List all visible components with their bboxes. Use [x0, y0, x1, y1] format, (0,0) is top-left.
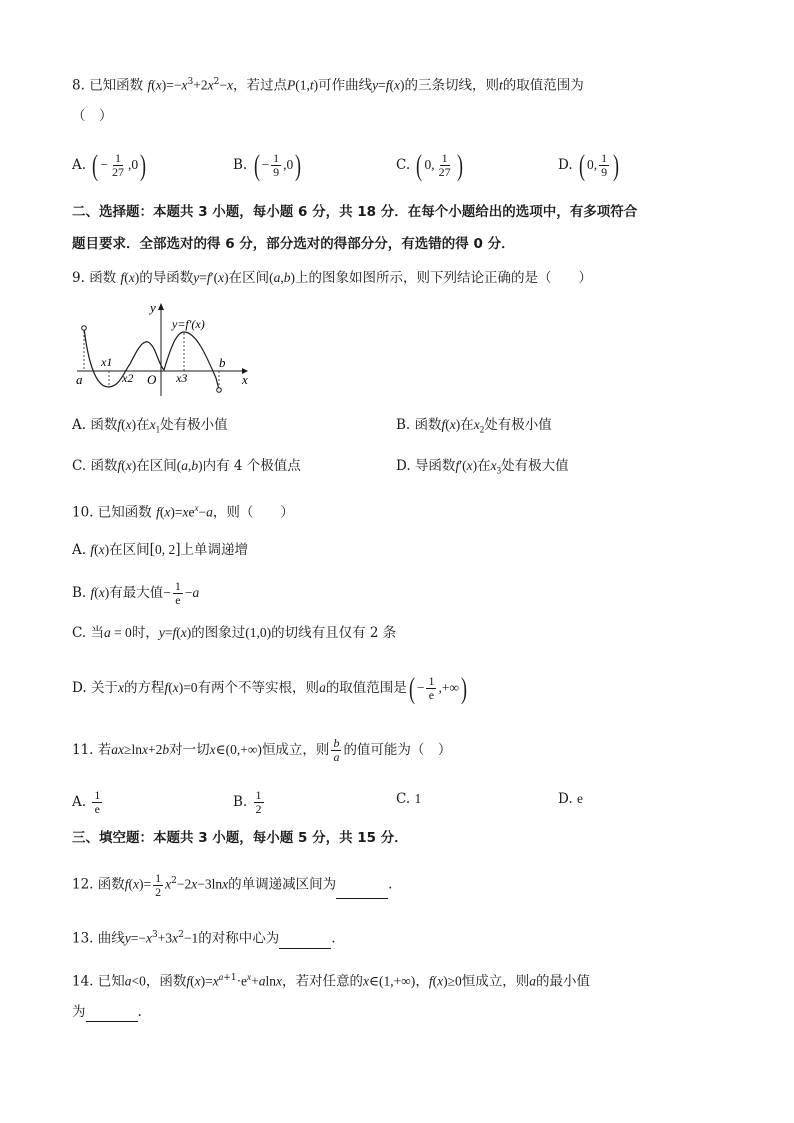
- section2-heading: 二、选择题：本题共 3 小题，每小题 6 分，共 18 分．在每个小题给出的选项中，有多项符合: [72, 204, 638, 220]
- q9-option-d[interactable]: D. 导函数f′(x)在$x_3$处有极大值: [396, 458, 569, 476]
- q14-stem-cont: 为 .: [72, 1004, 142, 1020]
- q11-option-b[interactable]: B. $\frac{1}{2}$: [233, 788, 262, 816]
- q14-answer-blank[interactable]: [86, 1007, 138, 1022]
- q11-stem: 11. 若ax≥lnx+2b对一切x∈(0,+∞)恒成立，则 $\frac{b}{a}$ 的值可能为（ ）: [72, 736, 452, 764]
- label-a: a: [76, 372, 83, 387]
- q13-answer-blank[interactable]: [279, 934, 331, 949]
- q10-option-b[interactable]: B. f(x)有最大值− $\frac{1}{e}$ −a: [72, 579, 200, 607]
- label-b: b: [219, 355, 226, 370]
- y-axis-arrow: [158, 303, 164, 310]
- q8-stem: 8. 已知函数 $f(x)=-x^3+2x^2-x$，若过点P(1,t)可作曲线y=f(x)的三条切线，则t的取值范围为: [72, 77, 584, 94]
- q9-stem: 9. 函数 f(x)的导函数y=f′(x)在区间(a,b)上的图象如图所示，则下列结论正确的是（ ）: [72, 270, 592, 286]
- q11-option-c[interactable]: C. 1: [396, 791, 422, 807]
- q11-option-a[interactable]: A. $\frac{1}{e}$: [72, 788, 101, 816]
- y-axis-label: y: [150, 300, 156, 315]
- derivative-graph: [72, 300, 252, 398]
- q12-answer-blank[interactable]: [336, 884, 388, 899]
- q9-option-a[interactable]: A. 函数f(x)在$x_1$处有极小值: [72, 417, 228, 435]
- q9-option-c[interactable]: C. 函数f(x)在区间(a,b)内有 4 个极值点: [72, 458, 301, 474]
- q10-option-c[interactable]: C. 当a = 0时，y=f(x)的图象过(1,0)的切线有且仅有 2 条: [72, 625, 397, 641]
- x-axis-label: x: [242, 372, 248, 387]
- q10-option-d[interactable]: D. 关于x的方程f(x)=0有两个不等实根，则a的取值范围是( − $\frac{1}{e}$ ,+∞): [72, 671, 468, 705]
- endpoint-b: [217, 388, 222, 393]
- q9-option-b[interactable]: B. 函数f(x)在$x_2$处有极小值: [396, 417, 552, 435]
- q8-option-c[interactable]: C. ( 0, $\frac{1}{27}$ ): [396, 148, 463, 182]
- q8-option-d[interactable]: D. ( 0, $\frac{1}{9}$ ): [558, 148, 620, 182]
- q11-option-d[interactable]: D. e: [558, 791, 583, 807]
- q10-stem: 10. 已知函数 $f(x)=xe^x-a$，则（ ）: [72, 503, 294, 521]
- section2-heading-cont: 题目要求．全部选对的得 6 分，部分选对的得部分分，有选错的得 0 分．: [72, 236, 515, 252]
- label-origin: O: [147, 372, 157, 387]
- q10-option-a[interactable]: A. f(x)在区间[0, 2]上单调递增: [72, 541, 249, 558]
- q8-option-b[interactable]: B. ( − $\frac{1}{9}$ ,0): [233, 148, 302, 182]
- endpoint-a: [82, 326, 87, 331]
- curve-label: y=f′(x): [172, 317, 205, 331]
- q14-stem: 14. 已知a<0，函数$f(x)=x^{a+1}\cdot e^x+alnx$，若对任意的x∈(1,+∞)，f(x)≥0恒成立，则a的最小值: [72, 972, 590, 990]
- q13-stem: 13. 曲线$y=-x^3+3x^2-1$的对称中心为 .: [72, 930, 336, 947]
- label-x1: x1: [101, 355, 113, 369]
- q8-paren: （ ）: [72, 108, 113, 124]
- label-x3: x3: [176, 371, 188, 385]
- section3-heading: 三、填空题：本题共 3 小题，每小题 5 分，共 15 分．: [72, 830, 408, 846]
- q12-stem: 12. 函数f(x)= $\frac{1}{2}$ $x^2-2x-3\ln x$的单调递减区间为 .: [72, 870, 393, 899]
- q8-option-a[interactable]: A. ( − $\frac{1}{27}$ ,0): [72, 148, 147, 182]
- label-x2: x2: [122, 371, 134, 385]
